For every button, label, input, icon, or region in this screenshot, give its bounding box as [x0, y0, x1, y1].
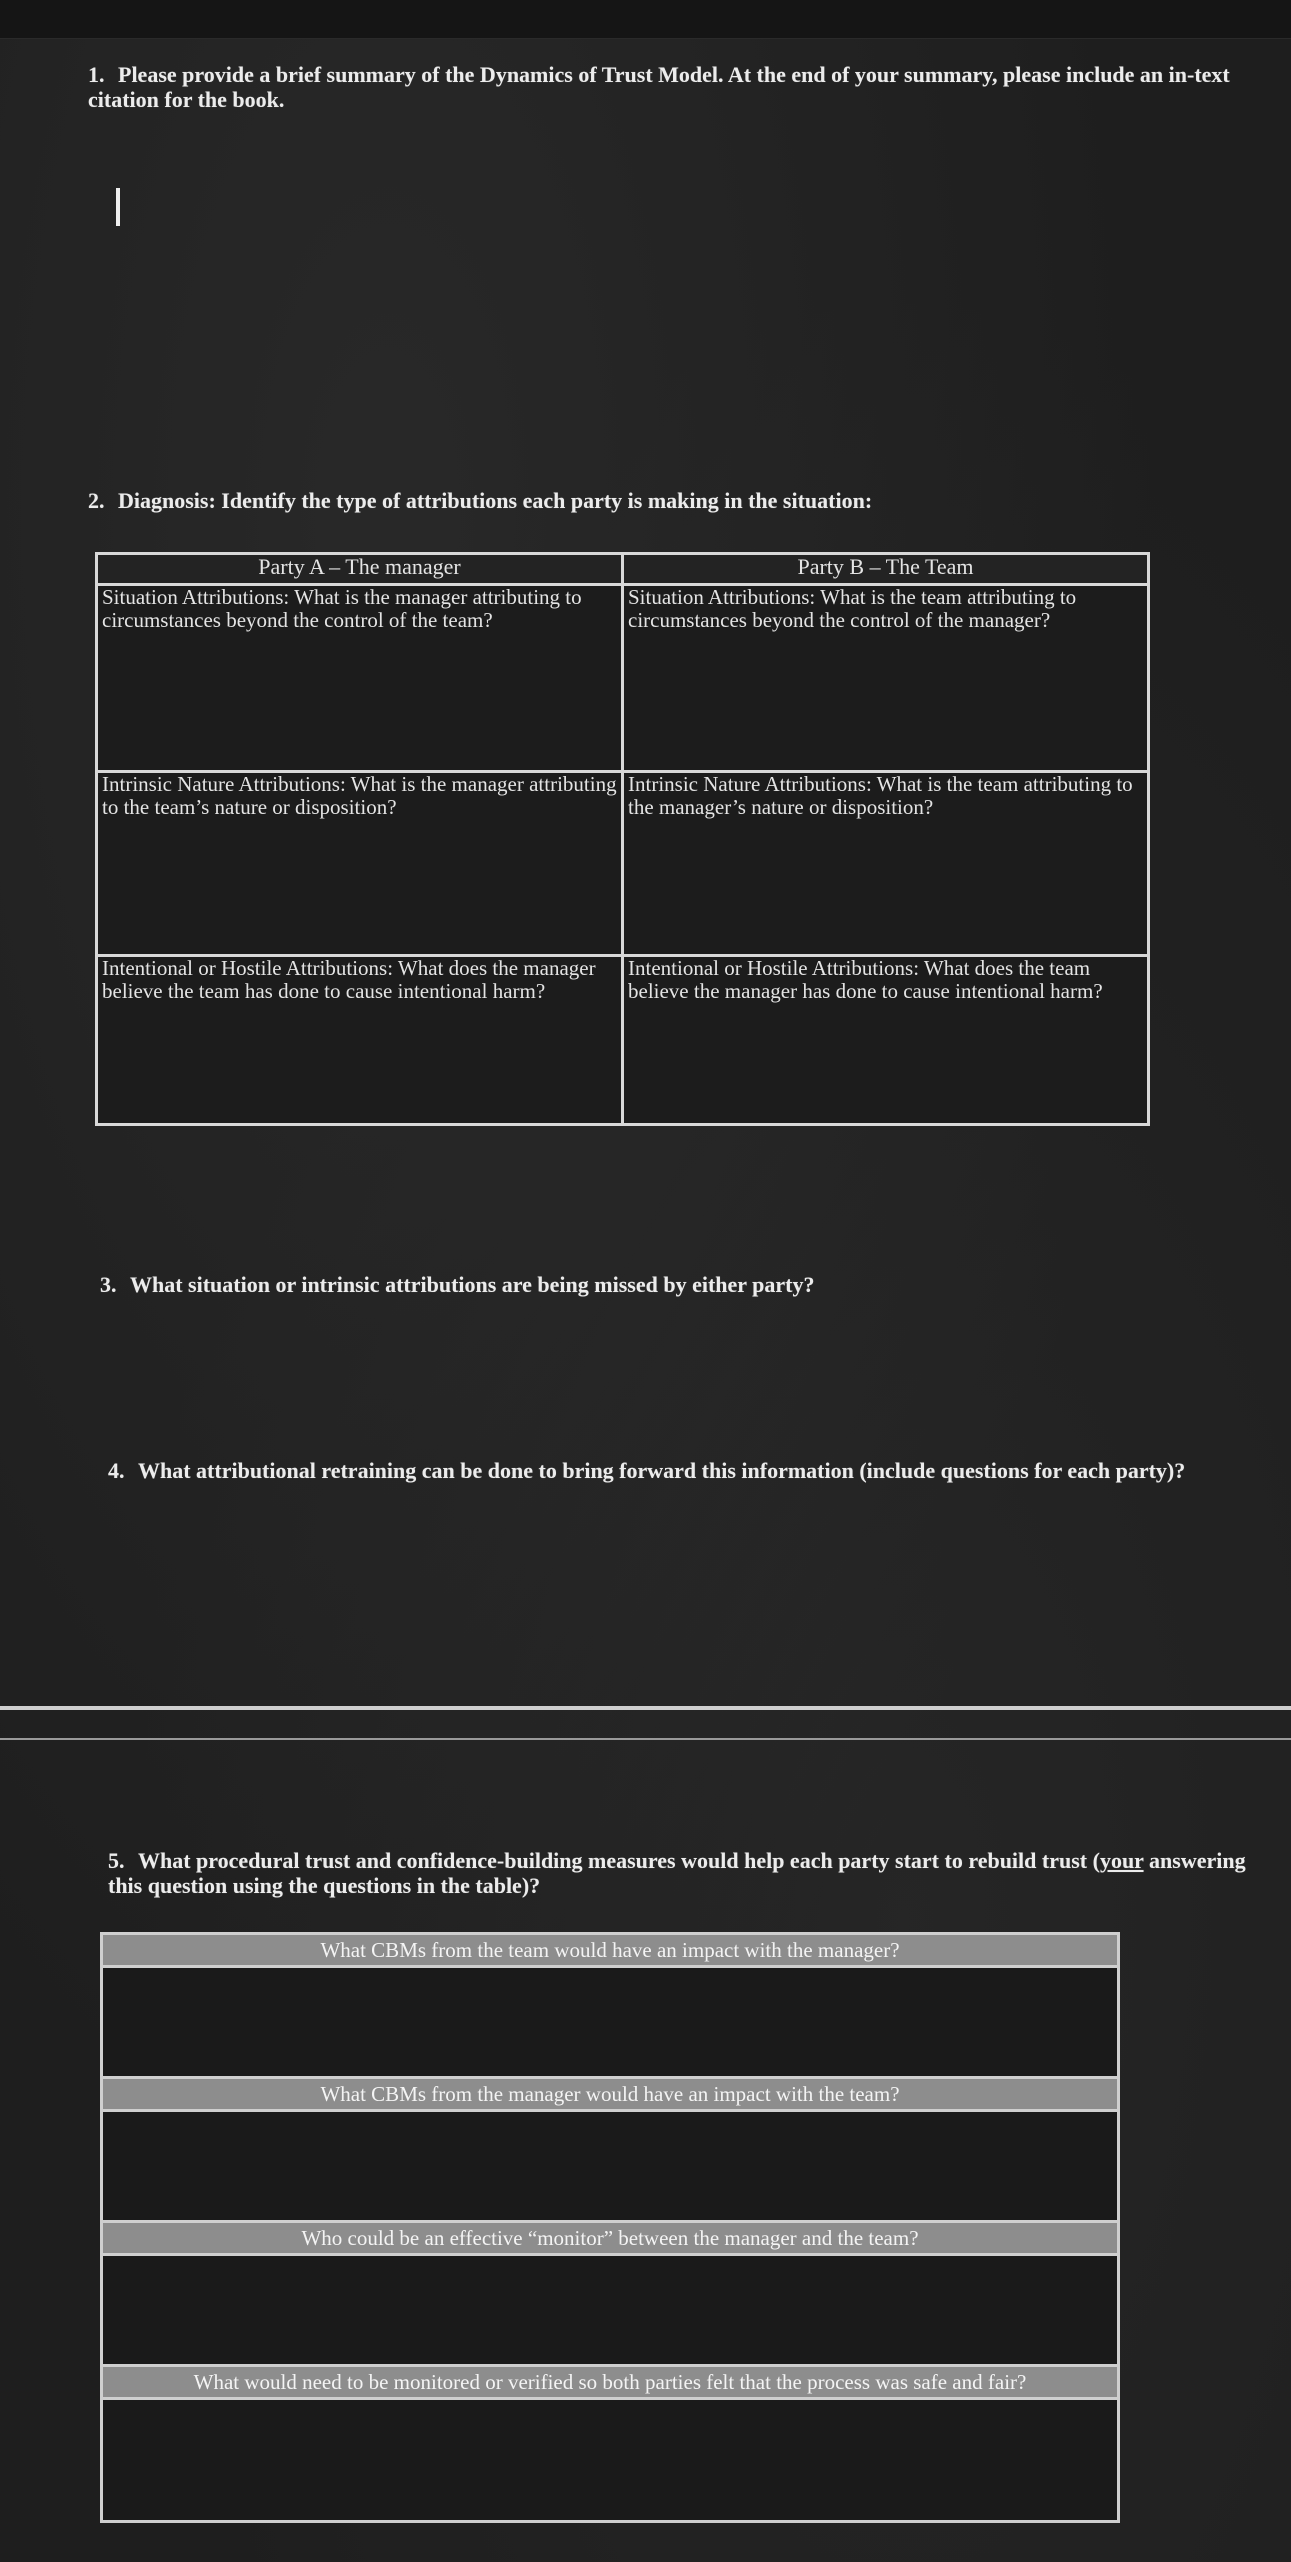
cell-manager-situation-label: Situation Attributions: What is the manager attributing to circumstances beyond the control of the team?: [102, 585, 582, 632]
cbm-row-answer: [102, 2399, 1119, 2522]
question-2: [88, 488, 1248, 513]
question-2-number: 2.: [88, 488, 105, 513]
cell-team-situation[interactable]: [623, 585, 1149, 772]
question-1-number: 1.: [88, 62, 105, 87]
cbm-row-header: [102, 2078, 1119, 2111]
question-4-number: 4.: [108, 1458, 125, 1483]
answer-space[interactable]: [624, 632, 1147, 770]
cbm-question-manager-to-team: What CBMs from the manager would have an impact with the team?: [102, 2078, 1119, 2111]
question-5: [108, 1848, 1248, 1898]
cell-team-intrinsic[interactable]: [623, 772, 1149, 956]
cbm-question-verify: What would need to be monitored or verified so both parties felt that the process was safe and fair?: [102, 2366, 1119, 2399]
answer-space[interactable]: [624, 819, 1147, 954]
question-3-number: 3.: [100, 1272, 117, 1297]
screen-top-band: [0, 0, 1291, 39]
cell-team-situation-label: Situation Attributions: What is the team attributing to circumstances beyond the control of the manager?: [628, 585, 1077, 632]
cbm-answer-monitor[interactable]: [102, 2255, 1119, 2366]
question-5-text-tail: answering this question using the questions in the table)?: [108, 1848, 1246, 1898]
header-party-a: Party A – The manager: [97, 554, 623, 585]
question-5-text-your: your: [1099, 1848, 1144, 1873]
diagnosis-row-situation: [97, 585, 1149, 772]
question-2-text: Diagnosis: Identify the type of attributions each party is making in the situation:: [118, 488, 873, 513]
cell-team-intentional[interactable]: [623, 956, 1149, 1125]
question-1: [88, 62, 1268, 112]
question-3: [100, 1272, 1250, 1297]
question-5-text-lead: What procedural trust and confidence-building measures would help each party start to rebuild trust (: [138, 1848, 1100, 1873]
cell-manager-intrinsic[interactable]: [97, 772, 623, 956]
question-3-text: What situation or intrinsic attributions are being missed by either party?: [130, 1272, 815, 1297]
cbm-row-header: [102, 1934, 1119, 1967]
diagnosis-table-header-row: [97, 554, 1149, 585]
cbm-row-header: [102, 2366, 1119, 2399]
cbm-question-monitor: Who could be an effective “monitor” between the manager and the team?: [102, 2222, 1119, 2255]
cell-manager-intentional-label: Intentional or Hostile Attributions: What does the manager believe the team has done to cause intentional harm?: [102, 956, 596, 1003]
page-break-line: [0, 1706, 1291, 1710]
diagnosis-row-intentional: [97, 956, 1149, 1125]
cell-team-intrinsic-label: Intrinsic Nature Attributions: What is the team attributing to the manager’s nature or disposition?: [628, 772, 1133, 819]
cell-manager-intrinsic-label: Intrinsic Nature Attributions: What is the manager attributing to the team’s nature or disposition?: [102, 772, 617, 819]
cbm-answer-manager-to-team[interactable]: [102, 2111, 1119, 2222]
question-1-text: Please provide a brief summary of the Dynamics of Trust Model. At the end of your summary, please include an in-text citation for the book.: [88, 62, 1230, 112]
cbm-row-header: [102, 2222, 1119, 2255]
header-party-b: Party B – The Team: [623, 554, 1149, 585]
cell-team-intentional-label: Intentional or Hostile Attributions: What does the team believe the manager has done to cause intentional harm?: [628, 956, 1103, 1003]
cbm-answer-team-to-manager[interactable]: [102, 1967, 1119, 2078]
answer-space[interactable]: [98, 1003, 621, 1123]
cbm-question-team-to-manager: What CBMs from the team would have an impact with the manager?: [102, 1934, 1119, 1967]
answer-space[interactable]: [98, 819, 621, 954]
cell-manager-intentional[interactable]: [97, 956, 623, 1125]
question-5-number: 5.: [108, 1848, 125, 1873]
question-4: [108, 1458, 1258, 1483]
question-4-text: What attributional retraining can be done to bring forward this information (include questions for each party)?: [138, 1458, 1186, 1483]
answer-space[interactable]: [98, 632, 621, 770]
diagnosis-table: [95, 552, 1150, 1126]
cell-manager-situation[interactable]: [97, 585, 623, 772]
cbm-answer-verify[interactable]: [102, 2399, 1119, 2522]
cbm-table: [100, 1932, 1120, 2523]
answer-space[interactable]: [624, 1003, 1147, 1123]
cbm-row-answer: [102, 2255, 1119, 2366]
text-cursor[interactable]: [116, 188, 120, 226]
page-break-line-secondary: [0, 1738, 1291, 1740]
cbm-row-answer: [102, 2111, 1119, 2222]
cbm-row-answer: [102, 1967, 1119, 2078]
diagnosis-row-intrinsic: [97, 772, 1149, 956]
